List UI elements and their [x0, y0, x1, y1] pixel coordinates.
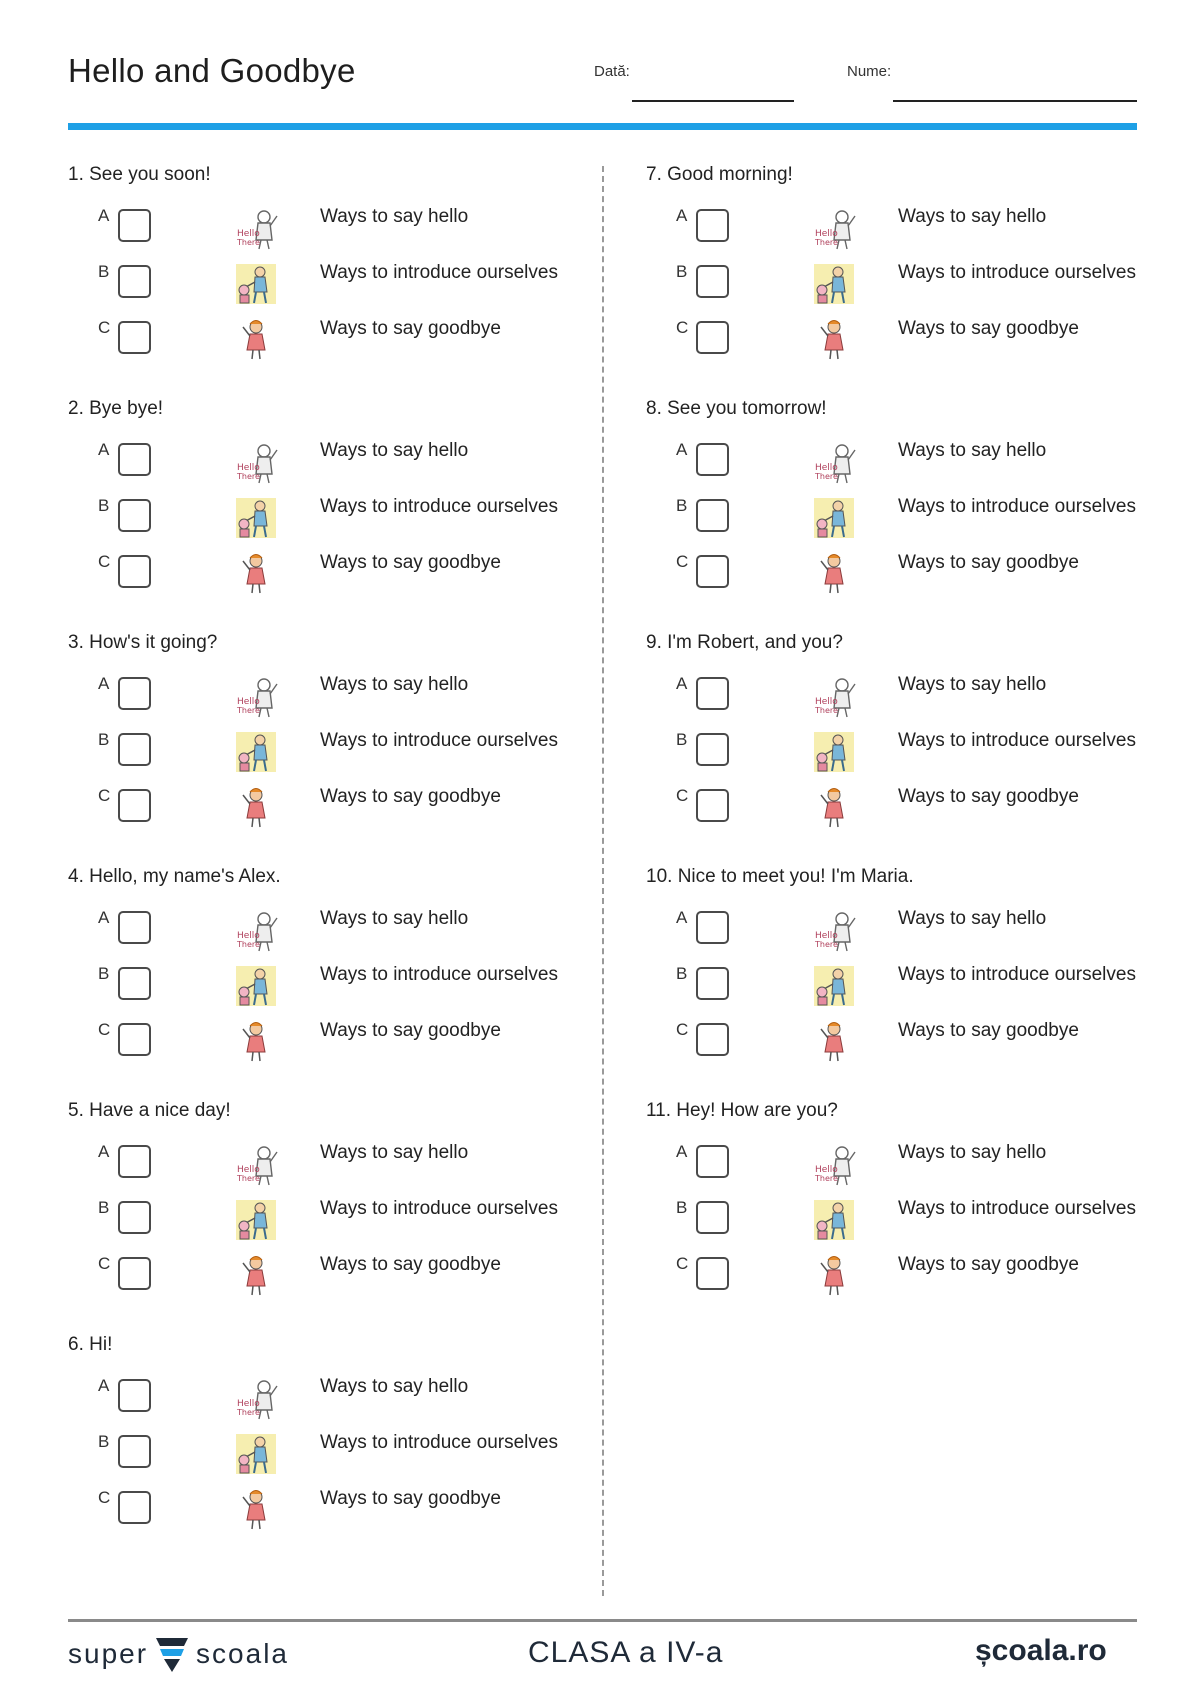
option-b[interactable]: [68, 964, 608, 1008]
option-a-checkbox[interactable]: [118, 443, 151, 476]
option-a-text: Ways to say hello: [898, 908, 1047, 929]
svg-text:Hello: Hello: [237, 1165, 260, 1175]
option-b[interactable]: [68, 1432, 608, 1476]
svg-text:There: There: [237, 706, 260, 715]
worksheet-title: Hello and Goodbye: [68, 52, 356, 89]
option-c-checkbox[interactable]: [118, 555, 151, 588]
option-b-text: Ways to introduce ourselves: [320, 262, 558, 283]
option-b[interactable]: [646, 496, 1186, 540]
svg-text:There: There: [237, 1408, 260, 1417]
footer-rule: [68, 1619, 1137, 1622]
option-a-checkbox[interactable]: [696, 911, 729, 944]
svg-text:There: There: [237, 238, 260, 247]
option-a-text: Ways to say hello: [320, 1376, 469, 1397]
option-a-checkbox[interactable]: [696, 209, 729, 242]
waving-girl-icon: [234, 1488, 278, 1532]
option-a-checkbox[interactable]: [118, 677, 151, 710]
option-c-text: Ways to say goodbye: [898, 318, 1079, 339]
question-title: 2. Bye bye!: [68, 398, 164, 419]
question-title: 7. Good morning!: [646, 164, 793, 185]
option-c[interactable]: [68, 318, 608, 362]
waving-girl-icon: [812, 552, 856, 596]
date-label: Dată:: [594, 63, 630, 80]
question-1: [68, 164, 608, 394]
option-b[interactable]: [68, 496, 608, 540]
header-rule: [68, 123, 1137, 130]
option-c[interactable]: [646, 1020, 1186, 1064]
question-5: [68, 1100, 608, 1330]
waving-girl-icon: [234, 552, 278, 596]
option-letter: A: [676, 206, 688, 225]
option-a[interactable]: [646, 908, 1186, 952]
option-c[interactable]: [646, 786, 1186, 830]
option-c-text: Ways to say goodbye: [898, 1254, 1079, 1275]
hello-there-icon: [234, 206, 278, 250]
option-a-checkbox[interactable]: [696, 1145, 729, 1178]
option-letter: B: [98, 496, 110, 515]
handshake-icon: [234, 730, 278, 774]
option-letter: B: [676, 496, 688, 515]
option-letter: C: [676, 786, 689, 805]
option-letter: C: [676, 1020, 689, 1039]
option-a-checkbox[interactable]: [118, 209, 151, 242]
name-field[interactable]: [893, 100, 1137, 102]
option-a-text: Ways to say hello: [898, 206, 1047, 227]
waving-girl-icon: [234, 1254, 278, 1298]
option-b-checkbox[interactable]: [696, 733, 729, 766]
option-c[interactable]: [646, 552, 1186, 596]
option-letter: B: [98, 262, 110, 281]
option-a-text: Ways to say hello: [898, 440, 1047, 461]
question-10: [646, 866, 1186, 1096]
hello-there-icon: [812, 908, 856, 952]
handshake-icon: [234, 496, 278, 540]
option-a-text: Ways to say hello: [320, 440, 469, 461]
question-6: [68, 1334, 608, 1564]
option-letter: A: [676, 440, 688, 459]
option-b-text: Ways to introduce ourselves: [320, 964, 558, 985]
option-c-checkbox[interactable]: [118, 1023, 151, 1056]
option-c[interactable]: [68, 1254, 608, 1298]
option-b-text: Ways to introduce ourselves: [320, 1198, 558, 1219]
option-c-text: Ways to say goodbye: [898, 552, 1079, 573]
option-letter: B: [98, 1432, 110, 1451]
option-letter: A: [676, 908, 688, 927]
svg-text:Hello: Hello: [237, 931, 260, 941]
option-letter: C: [98, 318, 111, 337]
svg-text:Hello: Hello: [815, 229, 838, 239]
super-scoala-logo: [68, 1632, 289, 1676]
option-a-text: Ways to say hello: [320, 206, 469, 227]
option-letter: C: [676, 318, 689, 337]
option-b-text: Ways to introduce ourselves: [898, 964, 1136, 985]
option-b[interactable]: [646, 730, 1186, 774]
option-a-checkbox[interactable]: [118, 1379, 151, 1412]
option-c-text: Ways to say goodbye: [320, 1254, 501, 1275]
option-b-text: Ways to introduce ourselves: [320, 1432, 558, 1453]
option-letter: B: [676, 1198, 688, 1217]
question-title: 5. Have a nice day!: [68, 1100, 231, 1121]
hello-there-icon: [234, 674, 278, 718]
question-title: 9. I'm Robert, and you?: [646, 632, 843, 653]
option-b-checkbox[interactable]: [118, 1435, 151, 1468]
hello-there-icon: [234, 1376, 278, 1420]
waving-girl-icon: [812, 1254, 856, 1298]
option-b-checkbox[interactable]: [696, 967, 729, 1000]
option-letter: A: [98, 674, 110, 693]
svg-text:Hello: Hello: [237, 1399, 260, 1409]
handshake-icon: [812, 262, 856, 306]
shield-logo-icon: [154, 1634, 190, 1674]
option-c[interactable]: [68, 1488, 608, 1532]
option-b-checkbox[interactable]: [696, 499, 729, 532]
svg-text:There: There: [237, 1174, 260, 1183]
option-letter: C: [98, 552, 111, 571]
svg-text:There: There: [237, 472, 260, 481]
option-letter: A: [98, 440, 110, 459]
grade-label: CLASA a IV-a: [528, 1636, 724, 1669]
waving-girl-icon: [812, 786, 856, 830]
question-title: 11. Hey! How are you?: [646, 1100, 838, 1121]
option-letter: C: [676, 1254, 689, 1273]
option-c-text: Ways to say goodbye: [898, 1020, 1079, 1041]
question-11: [646, 1100, 1186, 1330]
option-c[interactable]: [646, 318, 1186, 362]
option-a-checkbox[interactable]: [118, 1145, 151, 1178]
option-b[interactable]: [646, 1198, 1186, 1242]
waving-girl-icon: [234, 318, 278, 362]
option-c-text: Ways to say goodbye: [320, 786, 501, 807]
hello-there-icon: [812, 206, 856, 250]
option-c-checkbox[interactable]: [696, 1257, 729, 1290]
option-c[interactable]: [68, 552, 608, 596]
option-a[interactable]: [68, 674, 608, 718]
option-b-text: Ways to introduce ourselves: [320, 730, 558, 751]
option-c-text: Ways to say goodbye: [320, 552, 501, 573]
handshake-icon: [812, 1198, 856, 1242]
option-a-checkbox[interactable]: [118, 911, 151, 944]
option-b-text: Ways to introduce ourselves: [320, 496, 558, 517]
svg-text:There: There: [815, 1174, 838, 1183]
option-letter: B: [676, 964, 688, 983]
option-b[interactable]: [646, 964, 1186, 1008]
option-c-checkbox[interactable]: [118, 789, 151, 822]
question-7: [646, 164, 1186, 394]
svg-text:Hello: Hello: [815, 931, 838, 941]
option-a[interactable]: [646, 440, 1186, 484]
date-field[interactable]: [632, 100, 794, 102]
option-a-text: Ways to say hello: [320, 908, 469, 929]
option-b[interactable]: [68, 730, 608, 774]
svg-text:Hello: Hello: [237, 697, 260, 707]
hello-there-icon: [812, 674, 856, 718]
option-a[interactable]: [68, 440, 608, 484]
option-letter: B: [676, 262, 688, 281]
option-a-checkbox[interactable]: [696, 677, 729, 710]
option-a[interactable]: [646, 1142, 1186, 1186]
option-b[interactable]: [68, 1198, 608, 1242]
option-a-text: Ways to say hello: [898, 1142, 1047, 1163]
name-label: Nume:: [847, 63, 892, 80]
question-3: [68, 632, 608, 862]
option-letter: C: [98, 1254, 111, 1273]
svg-text:Hello: Hello: [815, 697, 838, 707]
option-c-checkbox[interactable]: [118, 1491, 151, 1524]
question-title: 1. See you soon!: [68, 164, 211, 185]
option-c-checkbox[interactable]: [118, 321, 151, 354]
option-letter: C: [676, 552, 689, 571]
question-title: 8. See you tomorrow!: [646, 398, 827, 419]
question-2: [68, 398, 608, 628]
question-title: 3. How's it going?: [68, 632, 218, 653]
waving-girl-icon: [812, 318, 856, 362]
option-a[interactable]: [68, 206, 608, 250]
option-c-checkbox[interactable]: [696, 1023, 729, 1056]
option-b-checkbox[interactable]: [696, 265, 729, 298]
option-b-text: Ways to introduce ourselves: [898, 262, 1136, 283]
option-b[interactable]: [68, 262, 608, 306]
option-b-checkbox[interactable]: [118, 733, 151, 766]
svg-text:There: There: [815, 238, 838, 247]
handshake-icon: [234, 964, 278, 1008]
option-b-checkbox[interactable]: [696, 1201, 729, 1234]
scoala-ro-logo: școala.ro: [975, 1634, 1107, 1667]
waving-girl-icon: [234, 1020, 278, 1064]
svg-text:Hello: Hello: [237, 463, 260, 473]
option-b-checkbox[interactable]: [118, 967, 151, 1000]
option-a-text: Ways to say hello: [320, 674, 469, 695]
option-letter: A: [676, 1142, 688, 1161]
question-9: [646, 632, 1186, 862]
option-b-text: Ways to introduce ourselves: [898, 496, 1136, 517]
option-a-checkbox[interactable]: [696, 443, 729, 476]
option-letter: A: [98, 1142, 110, 1161]
option-a[interactable]: [68, 1142, 608, 1186]
question-title: 10. Nice to meet you! I'm Maria.: [646, 866, 914, 887]
svg-text:There: There: [815, 472, 838, 481]
option-b-text: Ways to introduce ourselves: [898, 730, 1136, 751]
option-letter: A: [98, 206, 110, 225]
option-c[interactable]: [646, 1254, 1186, 1298]
svg-text:There: There: [815, 940, 838, 949]
option-c-text: Ways to say goodbye: [320, 1488, 501, 1509]
svg-text:Hello: Hello: [815, 463, 838, 473]
hello-there-icon: [234, 440, 278, 484]
option-c-text: Ways to say goodbye: [320, 1020, 501, 1041]
option-b[interactable]: [646, 262, 1186, 306]
svg-text:Hello: Hello: [237, 229, 260, 239]
option-a[interactable]: [68, 908, 608, 952]
option-letter: A: [98, 1376, 110, 1395]
option-c-checkbox[interactable]: [696, 321, 729, 354]
question-title: 4. Hello, my name's Alex.: [68, 866, 281, 887]
option-a[interactable]: [68, 1376, 608, 1420]
option-c-checkbox[interactable]: [696, 555, 729, 588]
question-title: 6. Hi!: [68, 1334, 113, 1355]
brand-left-word-1: super: [68, 1638, 149, 1669]
svg-text:There: There: [237, 940, 260, 949]
option-c-checkbox[interactable]: [118, 1257, 151, 1290]
question-4: [68, 866, 608, 1096]
svg-text:Hello: Hello: [815, 1165, 838, 1175]
hello-there-icon: [234, 908, 278, 952]
handshake-icon: [234, 1432, 278, 1476]
option-a[interactable]: [646, 206, 1186, 250]
option-a-text: Ways to say hello: [898, 674, 1047, 695]
option-letter: C: [98, 786, 111, 805]
handshake-icon: [234, 1198, 278, 1242]
brand-left-word-2: scoala: [196, 1638, 289, 1669]
option-a-text: Ways to say hello: [320, 1142, 469, 1163]
question-8: [646, 398, 1186, 628]
option-letter: B: [98, 1198, 110, 1217]
handshake-icon: [812, 964, 856, 1008]
svg-text:There: There: [815, 706, 838, 715]
option-letter: A: [676, 674, 688, 693]
hello-there-icon: [234, 1142, 278, 1186]
option-letter: C: [98, 1020, 111, 1039]
handshake-icon: [812, 496, 856, 540]
option-c[interactable]: [68, 1020, 608, 1064]
option-b-text: Ways to introduce ourselves: [898, 1198, 1136, 1219]
option-letter: A: [98, 908, 110, 927]
waving-girl-icon: [234, 786, 278, 830]
option-b-checkbox[interactable]: [118, 1201, 151, 1234]
handshake-icon: [234, 262, 278, 306]
hello-there-icon: [812, 1142, 856, 1186]
option-a[interactable]: [646, 674, 1186, 718]
hello-there-icon: [812, 440, 856, 484]
option-c-text: Ways to say goodbye: [898, 786, 1079, 807]
option-c[interactable]: [68, 786, 608, 830]
handshake-icon: [812, 730, 856, 774]
waving-girl-icon: [812, 1020, 856, 1064]
option-c-text: Ways to say goodbye: [320, 318, 501, 339]
option-letter: B: [676, 730, 688, 749]
option-c-checkbox[interactable]: [696, 789, 729, 822]
option-letter: B: [98, 730, 110, 749]
option-b-checkbox[interactable]: [118, 499, 151, 532]
option-b-checkbox[interactable]: [118, 265, 151, 298]
option-letter: C: [98, 1488, 111, 1507]
option-letter: B: [98, 964, 110, 983]
